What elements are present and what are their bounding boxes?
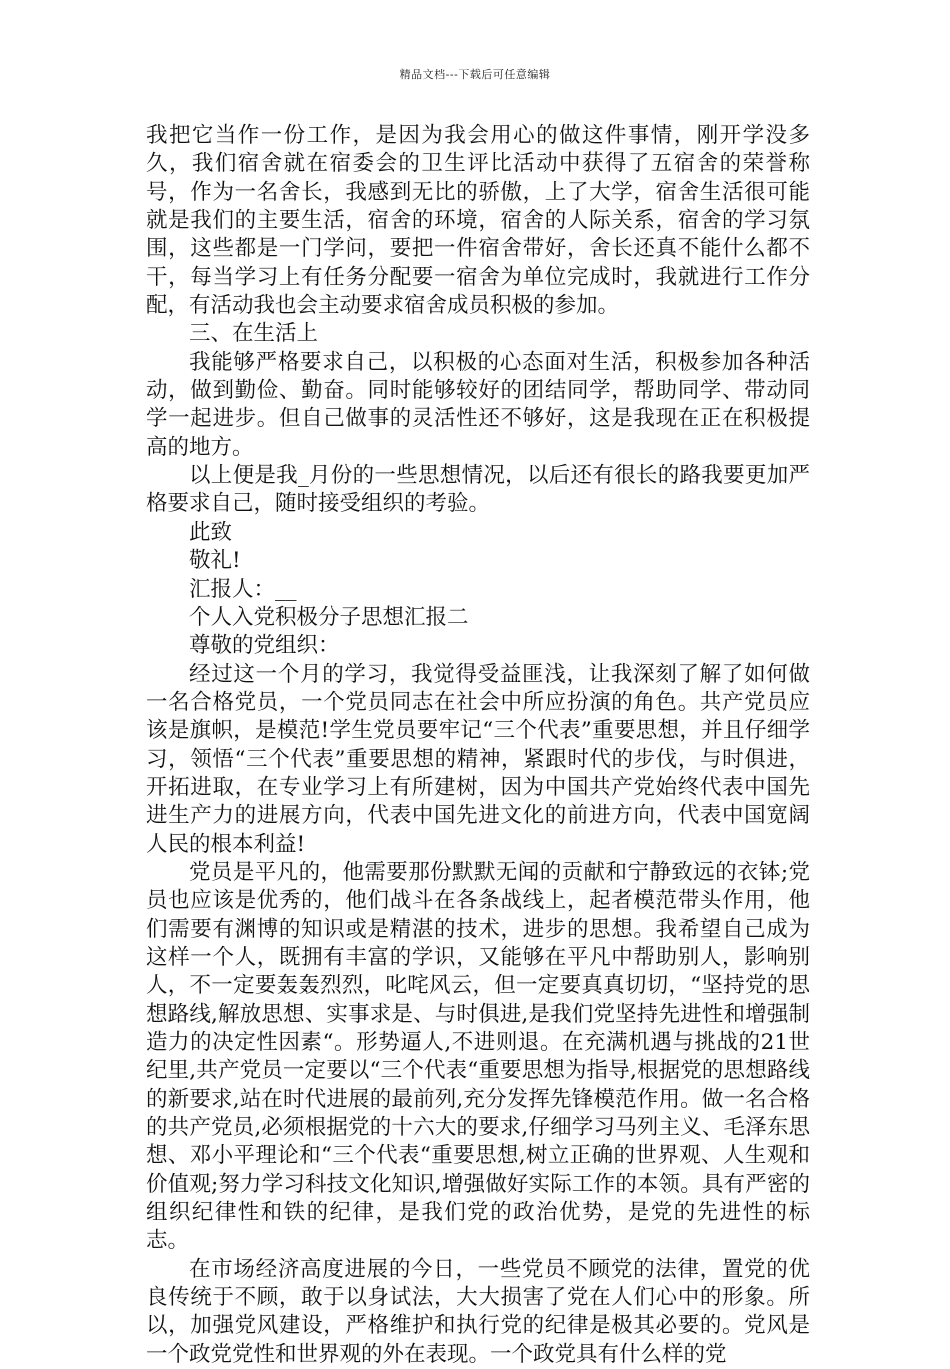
report-two-title: 个人入党积极分子思想汇报二 [189, 604, 469, 630]
page-header: 精品文档---下载后可任意编辑 [399, 68, 551, 81]
section-heading-life: 三、在生活上 [189, 321, 319, 347]
closing-salutation: 此致 [189, 519, 233, 545]
paragraph-dormitory-work: 我把它当作一份工作，是因为我会用心的做这件事情，刚开学没多久，我们宿舍就在宿委会的卫生评比活动中获得了五宿舍的荣誉称号，作为一名舍长，我感到无比的骄傲，上了大学，宿舍生活很可能就是我们的主要生活，宿舍的环境，宿舍的人际关系，宿舍的学习氛围，这些都是一门学问，要把一件宿舍带好，舍长还真不能什么都不干，每当学习上有任务分配要一宿舍为单位完成时，我就进行工作分配，有活动我也会主动要求宿舍成员积极的参加。 [146, 123, 810, 319]
closing-respect: 敬礼! [189, 548, 241, 574]
paragraph-study: 经过这一个月的学习，我觉得受益匪浅，让我深刻了解了如何做一名合格党员，一个党员同志在社会中所应扮演的角色。共产党员应该是旗帜，是模范!学生党员要牢记“三个代表”重要思想，并且仔细学习，领悟“三个代表”重要思想的精神，紧跟时代的步伐，与时俱进，开拓进取，在专业学习上有所建树，因为中国共产党始终代表中国先进生产力的进展方向，代表中国先进文化的前进方向，代表中国宽阔人民的根本利益! [146, 661, 810, 857]
greeting: 尊敬的党组织： [189, 633, 340, 659]
document-body [146, 122, 810, 1369]
paragraph-party-member: 党员是平凡的，他需要那份默默无闻的贡献和宁静致远的衣钵;党员也应该是优秀的，他们战斗在各条战线上，起者模范带头作用，他们需要有渊博的知识或是精湛的技术，进步的思想。我希望自己成为这样一个人，既拥有丰富的学识，又能够在平凡中帮助别人，影响别人，不一定要轰轰烈烈，叱咤风云，但一定要真真切切，“坚持党的思想路线,解放思想、实事求是、与时俱进,是我们党坚持先进性和增强制造力的决定性因素“。形势逼人,不进则退。在充满机遇与挑战的21世纪里,共产党员一定要以“三个代表“重要思想为指导,根据党的思想路线的新要求,站在时代进展的最前列,充分发挥先锋模范作用。做一名合格的共产党员,必须根据党的十六大的要求,仔细学习马列主义、毛泽东思想、邓小平理论和“三个代表“重要思想,树立正确的世界观、人生观和价值观;努力学习科技文化知识,增强做好实际工作的本领。具有严密的组织纪律性和铁的纪律，是我们党的政治优势，是党的先进性的标志。 [146, 859, 810, 1254]
paragraph-life: 我能够严格要求自己，以积极的心态面对生活，积极参加各种活动，做到勤俭、勤奋。同时能够较好的团结同学，帮助同学、带动同学一起进步。但自己做事的灵活性还不够好，这是我现在正在积极提高的地方。 [146, 349, 810, 460]
paragraph-summary: 以上便是我_月份的一些思想情况，以后还有很长的路我要更加严格要求自己，随时接受组织的考验。 [146, 463, 810, 517]
reporter-signature: 汇报人：__ [189, 576, 297, 602]
paragraph-market-economy: 在市场经济高度进展的今日，一些党员不顾党的法律，置党的优良传统于不顾，敢于以身试法，大大损害了党在人们心中的形象。所以，加强党风建设，严格维护和执行党的纪律是极其必要的。党风是一个政党党性和世界观的外在表现。一个政党具有什么样的党 [146, 1256, 810, 1367]
